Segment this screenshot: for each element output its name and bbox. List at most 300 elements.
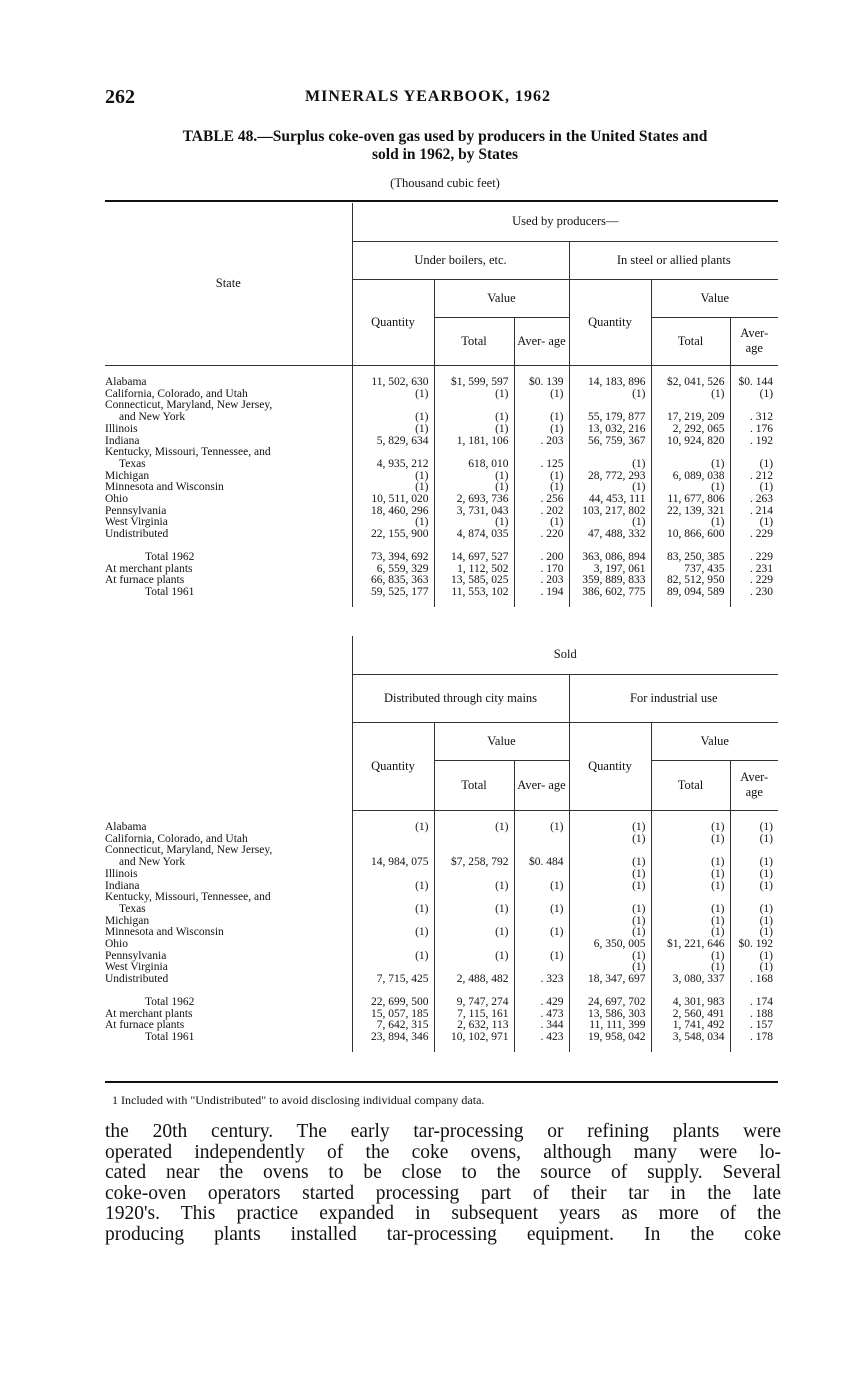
total-cell: 83, 250, 385 [651,552,730,564]
state-name: Alabama [105,377,147,388]
page-number: 262 [105,86,135,108]
table-row [105,951,778,963]
state-name: Pennsylvania [105,950,167,962]
table-cell [514,869,569,881]
table-row [105,857,778,869]
table-cell: (1) [651,482,730,494]
spacer-cell [352,599,434,607]
spacer-cell [569,1044,651,1052]
table-cell: $0. 192 [730,939,778,951]
table-cell: 3, 731, 043 [434,506,514,518]
total-cell: 359, 889, 833 [569,575,651,587]
spacer-cell [352,1044,434,1052]
table-cell: 22, 155, 900 [352,529,434,541]
table-cell: (1) [569,517,651,529]
table-cell: (1) [730,904,778,916]
table-row [105,881,778,893]
table-cell: (1) [514,904,569,916]
total-cell: . 203 [514,575,569,587]
total-header: Total [651,317,730,365]
table-top-rule [105,200,778,202]
table-bottom-rule [105,1081,778,1083]
total-cell: 2, 632, 113 [434,1020,514,1032]
table-cell: . 202 [514,506,569,518]
total-cell: 15, 057, 185 [352,1009,434,1021]
table-cell: . 256 [514,494,569,506]
table-row [105,494,778,506]
table-cell: 47, 488, 332 [569,529,651,541]
total-cell: 66, 835, 363 [352,575,434,587]
total-cell: 1, 112, 502 [434,564,514,576]
table-cell [352,939,434,951]
total-cell: 11, 111, 399 [569,1020,651,1032]
table-cell: (1) [730,482,778,494]
table-cell: (1) [730,962,778,974]
table-cell: (1) [514,881,569,893]
state-name: California, Colorado, and Utah [105,388,248,400]
quantity-header: Quantity [352,279,434,365]
total-cell: . 230 [730,587,778,599]
table-cell: $0. 484 [514,857,569,869]
state-name: California, Colorado, and Utah [105,833,248,845]
state-name: Michigan [105,470,150,482]
total-label: At furnace plants [105,1020,185,1032]
quantity-header: Quantity [569,722,651,810]
table-cell: 2, 292, 065 [651,424,730,436]
body-line: 1920's. This practice expanded in subsequent years as more of the [105,1203,781,1224]
total-cell: . 229 [730,552,778,564]
table-row [105,424,778,436]
total-label: At merchant plants [105,1008,193,1020]
table-cell: (1) [514,951,569,963]
table-row [105,529,778,541]
total-cell: . 423 [514,1032,569,1044]
spacer-cell [434,599,514,607]
total-cell: 9, 747, 274 [434,997,514,1009]
table-cell: (1) [434,951,514,963]
table-cell: (1) [569,822,651,834]
total-cell: . 231 [730,564,778,576]
table-cell: (1) [352,482,434,494]
state-name: Minnesota and Wisconsin [105,927,224,939]
table-caption-line: TABLE 48.—Surplus coke-oven gas used by producers in the United States and [182,128,708,145]
total-row [105,1032,778,1044]
state-name: Undistributed [105,974,169,986]
table-cell: (1) [514,927,569,939]
table-cell: (1) [651,951,730,963]
table-cell: . 168 [730,974,778,986]
table-cell: . 263 [730,494,778,506]
table-cell: 14, 183, 896 [569,377,651,389]
table-cell: (1) [434,424,514,436]
table-cell: 7, 715, 425 [352,974,434,986]
table-cell: (1) [651,881,730,893]
total-header: Total [434,317,514,365]
total-cell: 4, 301, 983 [651,997,730,1009]
table-cell: $2, 041, 526 [651,377,730,389]
table-cell: . 214 [730,506,778,518]
table-cell: 55, 179, 877 [569,412,651,424]
table-cell: 6, 089, 038 [651,471,730,483]
page-header [105,86,785,108]
value-header: Value [651,279,778,317]
table-cell: (1) [730,459,778,471]
table-cell: 11, 677, 806 [651,494,730,506]
under-boilers-header: Under boilers, etc. [352,241,569,279]
state-name: and New York [119,857,186,869]
table-row [105,459,778,471]
table-row [105,939,778,951]
table-cell: 22, 139, 321 [651,506,730,518]
total-cell: . 344 [514,1020,569,1032]
table-cell [434,834,514,846]
total-cell: 59, 525, 177 [352,587,434,599]
state-name: and New York [119,412,186,424]
table-cell: (1) [730,517,778,529]
table-cell: (1) [514,412,569,424]
table-cell: . 125 [514,459,569,471]
table-row [105,436,778,448]
table-cell: (1) [434,471,514,483]
table-cell: (1) [434,822,514,834]
total-cell: 19, 958, 042 [569,1032,651,1044]
industrial-use-header: For industrial use [569,674,778,722]
table-cell: (1) [569,869,651,881]
body-line: producing plants installed tar-processing equipment. In the coke [105,1223,781,1245]
spacer-cell [434,1044,514,1052]
table-cell: (1) [651,834,730,846]
table-cell: (1) [514,517,569,529]
spacer-cell [569,599,651,607]
total-header: Total [651,760,730,810]
table-cell: (1) [352,471,434,483]
table-cell: (1) [569,904,651,916]
table-caption-line: sold in 1962, by States [372,146,518,163]
table-cell: (1) [352,822,434,834]
value-header: Value [651,722,778,760]
table-row [105,904,778,916]
table-cell: (1) [514,482,569,494]
spacer-cell [651,1044,730,1052]
table-cell: . 312 [730,412,778,424]
state-name: Undistributed [105,529,169,541]
total-cell: 363, 086, 894 [569,552,651,564]
table-cell: 3, 080, 337 [651,974,730,986]
table-cell: 2, 488, 482 [434,974,514,986]
table-row [105,506,778,518]
total-cell: 82, 512, 950 [651,575,730,587]
spacer-cell [514,1044,569,1052]
table-cell: 6, 350, 005 [569,939,651,951]
state-name: Minnesota and Wisconsin [105,482,224,494]
table-cell: (1) [730,834,778,846]
table-cell: (1) [352,517,434,529]
table-cell: 13, 032, 216 [569,424,651,436]
total-cell: 11, 553, 102 [434,587,514,599]
table-cell: (1) [514,471,569,483]
total-cell: 22, 699, 500 [352,997,434,1009]
sold-header: Sold [352,636,778,674]
body-line: coke-oven operators started processing part of their tar in the late [105,1182,781,1204]
total-header: Total [434,760,514,810]
spacer-cell [105,541,352,552]
table-caption [105,128,785,164]
table-cell: (1) [651,869,730,881]
lower-table [105,636,778,1052]
state-name: Alabama [105,822,147,833]
table-cell: (1) [352,904,434,916]
table-cell: 618, 010 [434,459,514,471]
spacer-cell [105,986,352,997]
table-row [105,869,778,881]
table-cell: (1) [434,482,514,494]
state-name: Connecticut, Maryland, New Jersey, [105,845,273,857]
table-cell: . 192 [730,436,778,448]
total-cell: . 178 [730,1032,778,1044]
table-cell: 28, 772, 293 [569,471,651,483]
total-cell: . 200 [514,552,569,564]
total-cell: 13, 586, 303 [569,1009,651,1021]
table-cell: (1) [352,951,434,963]
total-cell: . 429 [514,997,569,1009]
table-cell: . 323 [514,974,569,986]
table-cell: 11, 502, 630 [352,377,434,389]
table-cell: . 212 [730,471,778,483]
state-name: Texas [119,458,146,470]
table-cell: 18, 460, 296 [352,506,434,518]
table-cell: (1) [651,389,730,401]
table-cell: (1) [651,517,730,529]
state-name: Texas [119,903,146,915]
spacer-cell [105,810,352,822]
total-cell: . 473 [514,1009,569,1021]
table-row [105,845,778,857]
total-cell: 3, 197, 061 [569,564,651,576]
table-row [105,471,778,483]
table-cell: 10, 511, 020 [352,494,434,506]
table-cell: (1) [651,822,730,834]
total-cell: 1, 741, 492 [651,1020,730,1032]
table-cell: (1) [514,389,569,401]
table-cell: (1) [434,517,514,529]
table-cell: (1) [569,916,651,928]
state-name: Illinois [105,423,138,435]
state-name: Kentucky, Missouri, Tennessee, and [105,447,271,459]
table-cell: (1) [730,857,778,869]
total-cell: 10, 102, 971 [434,1032,514,1044]
table-cell: 103, 217, 802 [569,506,651,518]
state-name: Illinois [105,868,138,880]
table-cell: (1) [434,389,514,401]
table-cell: (1) [352,424,434,436]
table-cell: 4, 874, 035 [434,529,514,541]
total-label: Total 1962 [145,996,195,1008]
spacer-cell [651,599,730,607]
value-header: Value [434,722,569,760]
state-name: Ohio [105,939,128,951]
state-name: Indiana [105,880,140,892]
table-cell: 56, 759, 367 [569,436,651,448]
table-cell: $1, 221, 646 [651,939,730,951]
table-cell: (1) [730,822,778,834]
upper-table [105,203,778,607]
table-cell: . 220 [514,529,569,541]
table-row [105,389,778,401]
table-units: (Thousand cubic feet) [390,176,500,190]
table-cell [434,869,514,881]
total-label: Total 1961 [145,1031,195,1043]
total-cell: 3, 548, 034 [651,1032,730,1044]
state-name: Connecticut, Maryland, New Jersey, [105,400,273,412]
total-cell: 7, 115, 161 [434,1009,514,1021]
table-cell: (1) [569,389,651,401]
table-cell: (1) [651,916,730,928]
total-cell: . 170 [514,564,569,576]
table-cell: 44, 453, 111 [569,494,651,506]
table-cell: 5, 829, 634 [352,436,434,448]
body-line: operated independently of the coke ovens, although many were lo- [105,1141,781,1163]
quantity-header: Quantity [569,279,651,365]
table-cell: (1) [352,927,434,939]
table-cell: 17, 219, 209 [651,412,730,424]
average-header: Aver- age [514,760,569,810]
state-name: Kentucky, Missouri, Tennessee, and [105,892,271,904]
average-header: Aver- age [514,317,569,365]
table-cell: (1) [730,951,778,963]
table-cell: (1) [434,881,514,893]
spacer-cell [514,599,569,607]
table-row [105,447,778,459]
table-cell: $0. 139 [514,377,569,389]
table-cell: . 229 [730,529,778,541]
table-cell: (1) [651,927,730,939]
table-cell [352,869,434,881]
city-mains-header: Distributed through city mains [352,674,569,722]
table-cell: (1) [352,412,434,424]
table-cell: (1) [569,482,651,494]
spacer-cell [730,599,778,607]
table-cell: $7, 258, 792 [434,857,514,869]
total-cell: . 188 [730,1009,778,1021]
table-cell: (1) [730,869,778,881]
total-row [105,552,778,564]
table-cell [434,939,514,951]
average-header: Aver- age [730,317,778,365]
total-cell: 89, 094, 589 [651,587,730,599]
total-row [105,587,778,599]
table-row [105,974,778,986]
table-cell: (1) [651,857,730,869]
table-cell: 14, 984, 075 [352,857,434,869]
table-cell: (1) [352,881,434,893]
table-row [105,916,778,928]
running-title: MINERALS YEARBOOK, 1962 [305,88,551,105]
table-cell: (1) [651,459,730,471]
table-cell: 18, 347, 697 [569,974,651,986]
total-cell: 737, 435 [651,564,730,576]
table-cell: (1) [514,822,569,834]
table-cell: $1, 599, 597 [434,377,514,389]
table-cell: (1) [730,389,778,401]
state-header: State [105,203,352,365]
body-line: cated near the ovens to be close to the source of supply. Several [105,1162,781,1183]
spacer-cell [730,1044,778,1052]
total-cell: . 229 [730,575,778,587]
total-label: At merchant plants [105,563,193,575]
spacer-cell [105,1044,352,1052]
state-header-blank [105,636,352,810]
total-cell: . 174 [730,997,778,1009]
table-cell: 4, 935, 212 [352,459,434,471]
total-label: At furnace plants [105,575,185,587]
table-cell: (1) [514,424,569,436]
table-cell: (1) [651,904,730,916]
spacer-cell [105,365,352,377]
state-name: West Virginia [105,517,168,529]
table-cell: (1) [730,881,778,893]
total-cell: 13, 585, 025 [434,575,514,587]
total-label: Total 1961 [145,586,195,598]
footnote: 1 Included with "Undistributed" to avoid disclosing individual company data. [112,1093,485,1107]
table-cell: (1) [569,927,651,939]
total-cell: . 194 [514,587,569,599]
table-cell: (1) [352,389,434,401]
table-cell: (1) [569,459,651,471]
table-cell: (1) [569,951,651,963]
table-cell: 10, 866, 600 [651,529,730,541]
total-row [105,997,778,1009]
table-cell [514,939,569,951]
table-cell: (1) [651,962,730,974]
table-cell: (1) [569,834,651,846]
table-row [105,822,778,834]
total-cell: 24, 697, 702 [569,997,651,1009]
state-name: Indiana [105,435,140,447]
table-cell [352,834,434,846]
table-cell [514,834,569,846]
table-cell: (1) [434,412,514,424]
steel-plants-header: In steel or allied plants [569,241,778,279]
table-row [105,834,778,846]
table-cell: (1) [730,916,778,928]
state-name: Ohio [105,494,128,506]
body-paragraph [105,1122,781,1245]
spacer-cell [105,599,352,607]
total-cell: 23, 894, 346 [352,1032,434,1044]
table-cell: (1) [434,904,514,916]
total-cell: 6, 559, 329 [352,564,434,576]
table-cell: (1) [569,881,651,893]
table-row [105,892,778,904]
table-cell: . 176 [730,424,778,436]
used-by-producers-header: Used by producers— [352,203,778,241]
table-cell: (1) [434,927,514,939]
table-cell: . 203 [514,436,569,448]
total-cell: 14, 697, 527 [434,552,514,564]
total-label: Total 1962 [145,551,195,563]
total-cell: 2, 560, 491 [651,1009,730,1021]
table-cell: (1) [730,927,778,939]
table-cell: $0. 144 [730,377,778,389]
total-cell: . 157 [730,1020,778,1032]
value-header: Value [434,279,569,317]
table-row [105,377,778,389]
table-cell: 1, 181, 106 [434,436,514,448]
state-name: Pennsylvania [105,505,167,517]
body-line: the 20th century. The early tar-processing or refining plants were [105,1121,781,1142]
table-cell: (1) [569,857,651,869]
table-cell: (1) [569,962,651,974]
